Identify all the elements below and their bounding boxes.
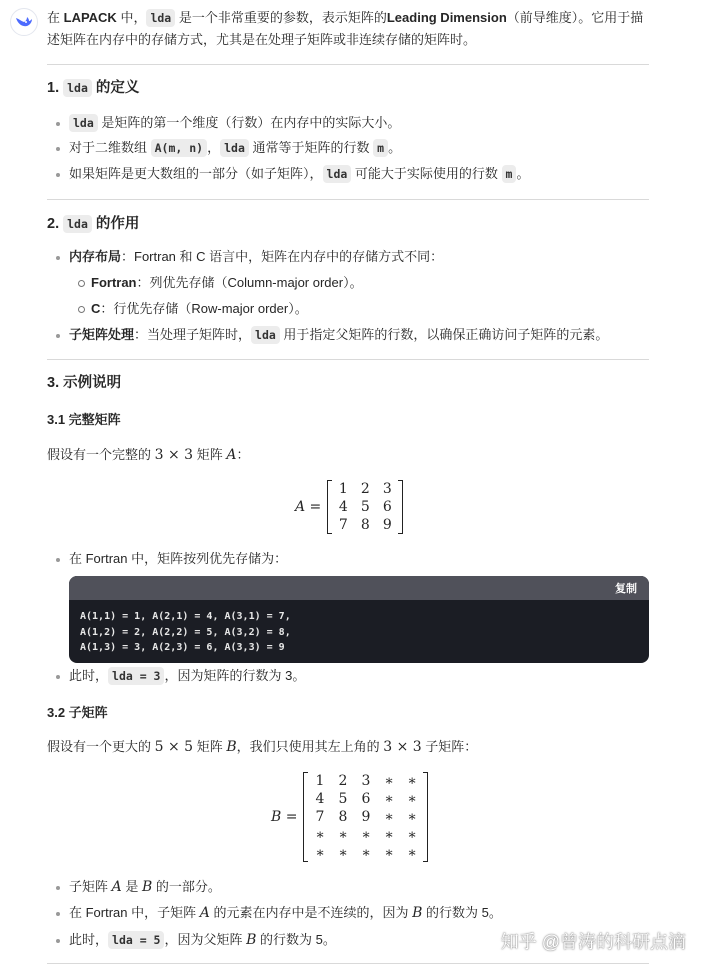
inline-code: m	[373, 139, 388, 157]
text: 的行数为 5。	[256, 932, 336, 947]
text: 假设有一个更大的	[47, 739, 155, 754]
matrix-cell: 7	[315, 809, 325, 825]
inline-code: lda	[146, 9, 175, 27]
text: 。	[516, 166, 530, 181]
sub-list-item	[78, 273, 363, 293]
matrix-cell: 1	[338, 481, 348, 497]
matrix-cell: 3	[361, 773, 371, 789]
matrix-cell: 9	[382, 517, 392, 533]
paragraph	[47, 737, 477, 757]
text: ：当处理子矩阵时，	[134, 327, 252, 342]
list-item	[56, 113, 400, 133]
subsection-3-2-heading: 3.2 子矩阵	[47, 705, 108, 720]
text: 的一部分。	[152, 879, 221, 894]
matrix-cell: ∗	[407, 773, 417, 789]
text: 子矩阵：	[421, 739, 478, 754]
matrix-cell: 2	[360, 481, 370, 497]
text: 是一个非常重要的参数，表示矩阵的	[175, 10, 387, 25]
list-item	[56, 666, 305, 686]
matrix-cell: ∗	[361, 827, 371, 843]
text: 是矩阵的第一个维度（行数）在内存中的实际大小。	[97, 115, 401, 130]
matrix-a	[327, 480, 403, 534]
text: 用于指定父矩阵的行数，以确保正确访问子矩阵的元素。	[279, 327, 609, 342]
text: 是	[121, 879, 142, 894]
math-var: A	[226, 447, 237, 463]
matrix-cell: ∗	[407, 827, 417, 843]
matrix-cell: ∗	[384, 791, 394, 807]
text: 的定义	[91, 80, 140, 96]
paragraph	[47, 445, 249, 465]
text: （前导维度）。它用于描	[506, 10, 644, 25]
text: 2.	[47, 216, 64, 232]
matrix-cell: 3	[382, 481, 392, 497]
section-1-heading	[47, 78, 139, 98]
bold-text: C	[91, 301, 101, 316]
text: 通常等于矩阵的行数	[248, 140, 374, 155]
text: 子矩阵	[69, 879, 112, 894]
matrix-cell: ∗	[384, 809, 394, 825]
divider	[47, 963, 649, 964]
matrix-cell: 7	[338, 517, 348, 533]
text: 的元素在内存中是不连续的，因为	[209, 905, 413, 920]
list-item	[56, 930, 336, 950]
matrix-cell: 5	[338, 791, 348, 807]
matrix-b	[303, 772, 428, 862]
math-var: B	[412, 905, 423, 921]
matrix-cell: 6	[361, 791, 371, 807]
list-item	[56, 877, 221, 897]
list-item: 在 Fortran 中，矩阵按列优先存储为：	[56, 549, 287, 569]
matrix-cell: 5	[360, 499, 370, 515]
text: ，我们只使用其左上角的	[236, 739, 384, 754]
matrix-cell: 1	[315, 773, 325, 789]
text: 假设有一个完整的	[47, 447, 155, 462]
matrix-label: A =	[295, 499, 322, 515]
matrix-cell: ∗	[315, 827, 325, 843]
code-block-header	[69, 576, 649, 600]
list-item	[56, 138, 401, 158]
subsection-3-1-heading: 3.1 完整矩阵	[47, 412, 121, 427]
text: ，	[207, 140, 221, 155]
inline-code: lda	[251, 326, 280, 344]
matrix-label: B =	[271, 809, 298, 825]
bold-text: 子矩阵处理	[69, 327, 135, 342]
matrix-cell: ∗	[338, 827, 348, 843]
inline-code: lda	[220, 139, 249, 157]
list-item	[56, 164, 529, 184]
math-var: A	[111, 879, 122, 895]
matrix-cell: 6	[382, 499, 392, 515]
matrix-cell: ∗	[384, 845, 394, 861]
inline-code: A(m, n)	[151, 139, 207, 157]
text: ：	[236, 447, 250, 462]
code-line: A(1,1) = 1, A(2,1) = 4, A(3,1) = 7,	[80, 611, 291, 622]
text: ：行优先存储（Row-major order）。	[100, 301, 308, 316]
inline-code: lda = 5	[108, 931, 164, 949]
matrix-b-equation	[271, 772, 428, 862]
inline-code: lda	[323, 165, 352, 183]
lapack-bold: LAPACK	[63, 10, 117, 25]
matrix-cell: ∗	[407, 845, 417, 861]
code-line: A(1,2) = 2, A(2,2) = 5, A(3,2) = 8,	[80, 626, 291, 638]
text: 如果矩阵是更大数组的一部分（如子矩阵），	[69, 166, 323, 181]
watermark: 知乎 @曾涛的科研点滴	[500, 932, 686, 952]
list-item	[56, 325, 608, 345]
list-item	[56, 903, 502, 923]
bold-text: 内存布局	[69, 249, 122, 264]
math-var: B	[226, 739, 237, 755]
inline-code: lda = 3	[108, 667, 164, 685]
matrix-cell: 9	[361, 809, 371, 825]
matrix-cell: 4	[315, 791, 325, 807]
text: ：Fortran 和 C 语言中，矩阵在内存中的存储方式不同：	[121, 249, 444, 264]
code-block	[69, 576, 649, 663]
matrix-cell: 8	[360, 517, 370, 533]
text: ，因为父矩阵	[164, 932, 247, 947]
text: ，因为矩阵的行数为 3。	[164, 668, 306, 683]
text: 的行数为 5。	[422, 905, 502, 920]
text: 可能大于实际使用的行数	[351, 166, 502, 181]
text: 矩阵	[193, 447, 227, 462]
divider	[47, 64, 649, 65]
inline-code: lda	[63, 215, 92, 233]
inline-code: m	[502, 165, 517, 183]
divider	[47, 199, 649, 200]
divider	[47, 359, 649, 360]
matrix-cell: ∗	[315, 845, 325, 861]
matrix-cell: ∗	[338, 845, 348, 861]
matrix-cell: ∗	[384, 773, 394, 789]
matrix-a-equation	[295, 480, 403, 534]
leading-dimension-bold: Leading Dimension	[386, 10, 507, 25]
code-line: A(1,3) = 3, A(2,3) = 6, A(3,3) = 9	[80, 642, 285, 653]
matrix-cell: 4	[338, 499, 348, 515]
list-item	[56, 247, 443, 267]
inline-code: lda	[63, 79, 92, 97]
matrix-cell: ∗	[407, 791, 417, 807]
bold-text: Fortran	[91, 275, 137, 290]
text: 中，	[116, 10, 147, 25]
intro-paragraph-line2: 述矩阵在内存中的存储方式，尤其是在处理子矩阵或非连续存储的矩阵时。	[47, 32, 477, 47]
math-var: B	[141, 879, 153, 895]
copy-button[interactable]: 复制	[615, 583, 637, 595]
text: 在	[47, 10, 64, 25]
sub-list-item	[78, 299, 308, 319]
code-content	[69, 600, 649, 663]
assistant-avatar	[10, 8, 38, 36]
text: 矩阵	[193, 739, 227, 754]
matrix-cell: ∗	[407, 809, 417, 825]
text: ：列优先存储（Column-major order）。	[136, 275, 363, 290]
intro-paragraph-line1	[47, 8, 643, 28]
matrix-cell: 2	[338, 773, 348, 789]
section-3-heading: 3. 示例说明	[47, 375, 122, 391]
matrix-cell: ∗	[361, 845, 371, 861]
matrix-cell: ∗	[384, 827, 394, 843]
inline-code: lda	[69, 114, 98, 132]
text: 此时，	[69, 932, 109, 947]
deepseek-whale-icon	[15, 15, 33, 29]
text: 在 Fortran 中，子矩阵	[69, 905, 200, 920]
math: 3 × 3	[383, 739, 422, 755]
section-2-heading	[47, 214, 139, 234]
text: 1.	[47, 80, 64, 96]
math-var: B	[246, 932, 257, 948]
text: 此时，	[69, 668, 109, 683]
text: 。	[388, 140, 402, 155]
text: 对于二维数组	[69, 140, 151, 155]
matrix-cell: 8	[338, 809, 348, 825]
math: 5 × 5	[154, 739, 194, 755]
text: 的作用	[91, 216, 140, 232]
math: 3 × 3	[154, 447, 194, 463]
math-var: A	[199, 905, 210, 921]
